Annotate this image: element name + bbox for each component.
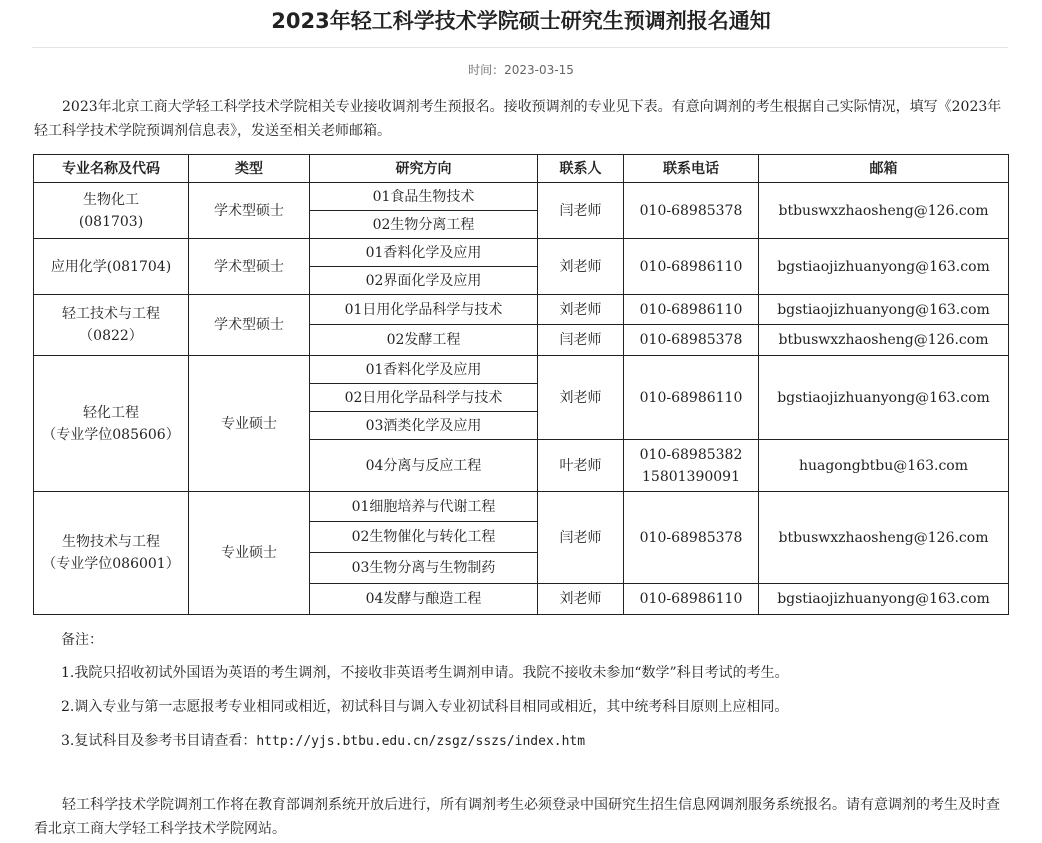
header-phone: 联系电话	[624, 155, 759, 183]
phone-cell: 010-68985378	[624, 492, 759, 584]
contact-cell: 刘老师	[538, 239, 624, 295]
direction-cell: 04分离与反应工程	[310, 440, 538, 492]
table-row	[34, 183, 1009, 211]
title-divider	[32, 47, 1008, 48]
phone-cell: 010-68986110	[624, 239, 759, 295]
direction-cell: 02界面化学及应用	[310, 267, 538, 295]
direction-cell: 01香料化学及应用	[310, 239, 538, 267]
type-cell: 专业硕士	[189, 356, 310, 492]
direction-cell: 03酒类化学及应用	[310, 412, 538, 440]
table-row	[34, 239, 1009, 267]
email-cell: bgstiaojizhuanyong@163.com	[759, 356, 1009, 440]
major-name: 生物化工	[83, 191, 139, 208]
phone-cell: 010-68985378	[624, 183, 759, 239]
contact-cell: 闫老师	[538, 325, 624, 356]
email-cell: btbuswxzhaosheng@126.com	[759, 325, 1009, 356]
major-cell	[34, 356, 189, 492]
major-name: 生物技术与工程	[62, 534, 160, 550]
email-cell: btbuswxzhaosheng@126.com	[759, 492, 1009, 584]
table-header-row	[34, 155, 1009, 183]
major-code: （专业学位085606）	[42, 426, 180, 443]
direction-cell: 01细胞培养与代谢工程	[310, 492, 538, 522]
type-cell: 学术型硕士	[189, 183, 310, 239]
contact-cell: 刘老师	[538, 584, 624, 615]
major-cell	[34, 183, 189, 239]
major-cell: 应用化学(081704)	[34, 239, 189, 295]
contact-cell: 闫老师	[538, 183, 624, 239]
note-item: 1.我院只招收初试外国语为英语的考生调剂，不接收非英语考生调剂申请。我院不接收未参加“数学”科目考试的考生。	[61, 665, 789, 681]
email-cell: bgstiaojizhuanyong@163.com	[759, 295, 1009, 325]
notes-list	[61, 662, 789, 764]
email-cell: huagongbtbu@163.com	[759, 440, 1009, 492]
major-code: （专业学位086001）	[42, 556, 180, 572]
table-row	[34, 492, 1009, 522]
note-item: 2.调入专业与第一志愿报考专业相同或相近，初试科目与调入专业初试科目相同或相近，其中统考科目原则上应相同。	[61, 699, 789, 715]
direction-cell: 04发酵与酿造工程	[310, 584, 538, 615]
major-code: (081703)	[78, 213, 144, 230]
table-row	[34, 356, 1009, 384]
direction-cell: 02发酵工程	[310, 325, 538, 356]
phone-cell: 010-68986110	[624, 295, 759, 325]
type-cell: 学术型硕士	[189, 295, 310, 356]
phone-cell: 010-68986110	[624, 584, 759, 615]
phone-cell: 010-68985378	[624, 325, 759, 356]
note-item	[61, 730, 789, 764]
header-major: 专业名称及代码	[34, 155, 189, 183]
adjustment-table	[33, 154, 1009, 615]
contact-cell: 刘老师	[538, 356, 624, 440]
table-row	[34, 295, 1009, 325]
email-cell: bgstiaojizhuanyong@163.com	[759, 584, 1009, 615]
direction-cell: 01食品生物技术	[310, 183, 538, 211]
direction-cell: 01香料化学及应用	[310, 356, 538, 384]
major-code: （0822）	[79, 328, 143, 344]
contact-cell: 闫老师	[538, 492, 624, 584]
phone-number: 15801390091	[642, 468, 740, 485]
phone-cell: 010-68986110	[624, 356, 759, 440]
contact-cell: 叶老师	[538, 440, 624, 492]
header-email: 邮箱	[759, 155, 1009, 183]
reference-link[interactable]: http://yjs.btbu.edu.cn/zsgz/sszs/index.htm	[256, 734, 586, 749]
page-title: 2023年轻工科学技术学院硕士研究生预调剂报名通知	[271, 9, 771, 33]
header-direction: 研究方向	[310, 155, 538, 183]
major-cell	[34, 492, 189, 615]
type-cell: 专业硕士	[189, 492, 310, 615]
direction-cell: 03生物分离与生物制药	[310, 553, 538, 584]
direction-cell: 02日用化学品科学与技术	[310, 384, 538, 412]
intro-paragraph: 2023年北京工商大学轻工科学技术学院相关专业接收调剂考生预报名。接收预调剂的专业见下表。有意向调剂的考生根据自己实际情况，填写《2023年轻工科学技术学院预调剂信息表》，发送至相关老师邮箱。	[34, 99, 1002, 139]
phone-cell	[624, 440, 759, 492]
direction-cell: 02生物分离工程	[310, 211, 538, 239]
footer-paragraph: 轻工科学技术学院调剂工作将在教育部调剂系统开放后进行，所有调剂考生必须登录中国研究生招生信息网调剂服务系统报名。请有意调剂的考生及时查看北京工商大学轻工科学技术学院网站。	[34, 797, 1000, 837]
notes-heading: 备注：	[61, 632, 103, 648]
type-cell: 学术型硕士	[189, 239, 310, 295]
header-type: 类型	[189, 155, 310, 183]
direction-cell: 01日用化学品科学与技术	[310, 295, 538, 325]
major-name: 轻化工程	[83, 404, 139, 421]
contact-cell: 刘老师	[538, 295, 624, 325]
major-cell	[34, 295, 189, 356]
phone-number: 010-68985382	[639, 446, 743, 463]
major-name: 轻工技术与工程	[62, 306, 160, 322]
email-cell: btbuswxzhaosheng@126.com	[759, 183, 1009, 239]
direction-cell: 02生物催化与转化工程	[310, 522, 538, 553]
publish-date: 时间：2023-03-15	[468, 63, 574, 77]
email-cell: bgstiaojizhuanyong@163.com	[759, 239, 1009, 295]
note-item-text: 3.复试科目及参考书目请查看：	[61, 733, 257, 749]
header-contact: 联系人	[538, 155, 624, 183]
